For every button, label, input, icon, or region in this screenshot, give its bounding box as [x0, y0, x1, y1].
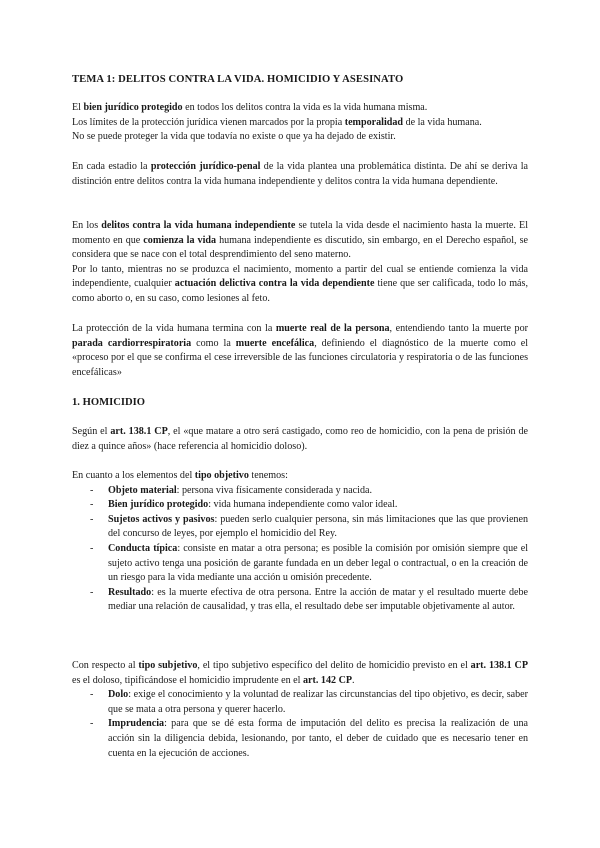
text: Por lo tanto, mientras no se produzca el nacimiento, momento a partir del cual se entiende comienza la vida independiente, cualquier	[72, 263, 528, 290]
text: : consiste en matar a otra persona; es posible la comisión por omisión siempre que el sujeto activo tenga una posición de garante fundada en un deber legal o contractual, o en la creación de un riesgo para la vida mediante una acción u omisión precedente.	[108, 542, 529, 584]
list-tipo-subjetivo	[72, 688, 528, 761]
text: En cuanto a los elementos del	[72, 470, 195, 481]
dash-marker: -	[90, 689, 94, 701]
text: : pueden serlo cualquier persona, sin más limitaciones que las que provienen del concurso de leyes, por ejemplo el homicidio del Rey.	[108, 513, 529, 540]
line: No se puede proteger la vida que todavía no existe o que ya ha dejado de existir.	[72, 131, 396, 143]
list-item	[72, 688, 528, 717]
bold-term: art. 142 CP	[302, 674, 353, 686]
text: como la	[191, 337, 236, 349]
text: , el tipo subjetivo específico del delito de homicidio previsto en el	[197, 660, 471, 671]
bold-term: Conducta típica	[108, 542, 178, 554]
list-tipo-objetivo	[72, 484, 528, 615]
bold-term: Imprudencia	[108, 718, 165, 730]
list-item	[72, 513, 528, 542]
text: En los	[72, 220, 102, 231]
paragraph-text	[72, 160, 528, 189]
paragraph-text	[72, 322, 528, 380]
bold-term: Objeto material	[108, 484, 177, 496]
dash-marker: -	[90, 484, 94, 496]
list-item	[72, 542, 528, 586]
bold-term: tipo subjetivo	[138, 660, 198, 671]
bold-term: bien jurídico protegido	[83, 102, 183, 113]
text: : es la muerte efectiva de otra persona. Entre la acción de matar y el resultado muerte debe mediar una relación de causalidad, y tras ella, el resultado debe ser imputable objetivamente al autor.	[108, 586, 528, 613]
text: en todos los delitos contra la vida es la vida humana misma.	[182, 102, 428, 113]
text: En cada estadio la	[72, 161, 151, 172]
text: de la vida plantea una problemática distinta. De ahí se deriva la distinción entre delitos contra la vida humana independiente y delitos contra la vida humana dependiente.	[72, 161, 528, 187]
dash-marker: -	[90, 718, 94, 730]
bold-term: delitos contra la vida humana independiente	[101, 220, 296, 231]
list-item	[72, 484, 528, 499]
text: humana independiente es discutido, sin embargo, en el Derecho español, se considera que se nace con el total desprendimiento del seno materno.	[72, 234, 528, 261]
paragraph-tipo-objetivo	[72, 469, 528, 615]
bold-term: parada cardiorrespiratoria	[72, 337, 192, 349]
list-item	[72, 586, 528, 615]
bold-term: Sujetos activos y pasivos	[108, 513, 215, 525]
paragraph-tipo-subjetivo	[72, 659, 528, 761]
bold-term: protección jurídico-penal	[150, 161, 261, 172]
paragraph-vida-independiente	[72, 219, 528, 307]
bold-term: actuación delictiva contra la vida dependiente	[174, 278, 375, 290]
list-item	[72, 498, 528, 513]
text: tenemos:	[248, 470, 288, 481]
text: Según el	[72, 426, 111, 437]
text: La protección de la vida humana termina con la	[72, 323, 276, 334]
paragraph-bien-juridico	[72, 101, 528, 145]
bold-term: tipo objetivo	[194, 470, 249, 481]
bold-term: muerte real de la persona	[275, 323, 390, 334]
bold-term: Resultado	[108, 586, 152, 598]
dash-marker: -	[90, 513, 94, 525]
text: Los límites de la protección jurídica vienen marcados por la propia	[72, 116, 345, 128]
paragraph-text	[72, 263, 528, 307]
paragraph-text	[72, 659, 528, 688]
paragraph-muerte	[72, 322, 528, 380]
paragraph-art-138	[72, 425, 528, 454]
dash-marker: -	[90, 499, 94, 511]
text: , entendiendo tanto la muerte por	[389, 323, 528, 334]
list-item	[72, 717, 528, 761]
bold-term: Bien jurídico protegido	[108, 499, 209, 511]
text: se tutela la vida desde el nacimiento hasta la muerte. El momento en que	[72, 220, 528, 246]
text: : exige el conocimiento y la voluntad de realizar las circunstancias del tipo objetivo, es decir, saber que se mata a otra persona y querer hacerlo.	[108, 689, 528, 715]
bold-term: art. 138.1 CP	[110, 426, 168, 437]
text: de la vida humana.	[403, 116, 482, 128]
text: : vida humana independiente como valor ideal.	[208, 499, 398, 511]
paragraph-text	[72, 425, 528, 454]
paragraph-estadios	[72, 160, 528, 189]
bold-term: muerte encefálica	[235, 337, 315, 349]
paragraph-text	[72, 219, 528, 263]
paragraph-text	[72, 469, 528, 484]
text: , definiendo el diagnóstico de la muerte como el «proceso por el que se confirma el cese irreversible de las funciones circulatoria y respiratoria o de las funciones encefálicas»	[72, 337, 528, 378]
text: : para que se dé esta forma de imputación del delito es precisa la realización de una acción sin la diligencia debida, lesionando, por tanto, el deber de cuidado que es necesario tener en cuenta en la ejecución de acciones.	[108, 718, 528, 759]
bold-term: Dolo	[108, 689, 129, 701]
text: .	[352, 674, 355, 686]
dash-marker: -	[90, 586, 94, 598]
text: tiene que ser calificada, todo lo más, como aborto o, en su caso, como lesiones al feto.	[72, 278, 528, 304]
bold-term: comienza la vida	[143, 234, 217, 246]
dash-marker: -	[90, 542, 94, 554]
line	[72, 101, 528, 116]
text: , el «que matare a otro será castigado, como reo de homicidio, con la pena de prisión de diez a quince años» (hace referencia al homicidio doloso).	[72, 426, 529, 452]
text: es el doloso, tipificándose el homicidio imprudente en el	[72, 674, 303, 686]
bold-term: art. 138.1 CP	[470, 660, 529, 671]
text: Con respecto al	[72, 660, 139, 671]
section-heading: 1. HOMICIDIO	[72, 397, 145, 408]
text: El	[72, 102, 84, 113]
bold-term: temporalidad	[344, 116, 404, 128]
text: : persona viva físicamente considerada y nacida.	[176, 484, 373, 496]
line	[72, 116, 528, 131]
document-title: TEMA 1: DELITOS CONTRA LA VIDA. HOMICIDIO Y ASESINATO	[72, 74, 404, 85]
